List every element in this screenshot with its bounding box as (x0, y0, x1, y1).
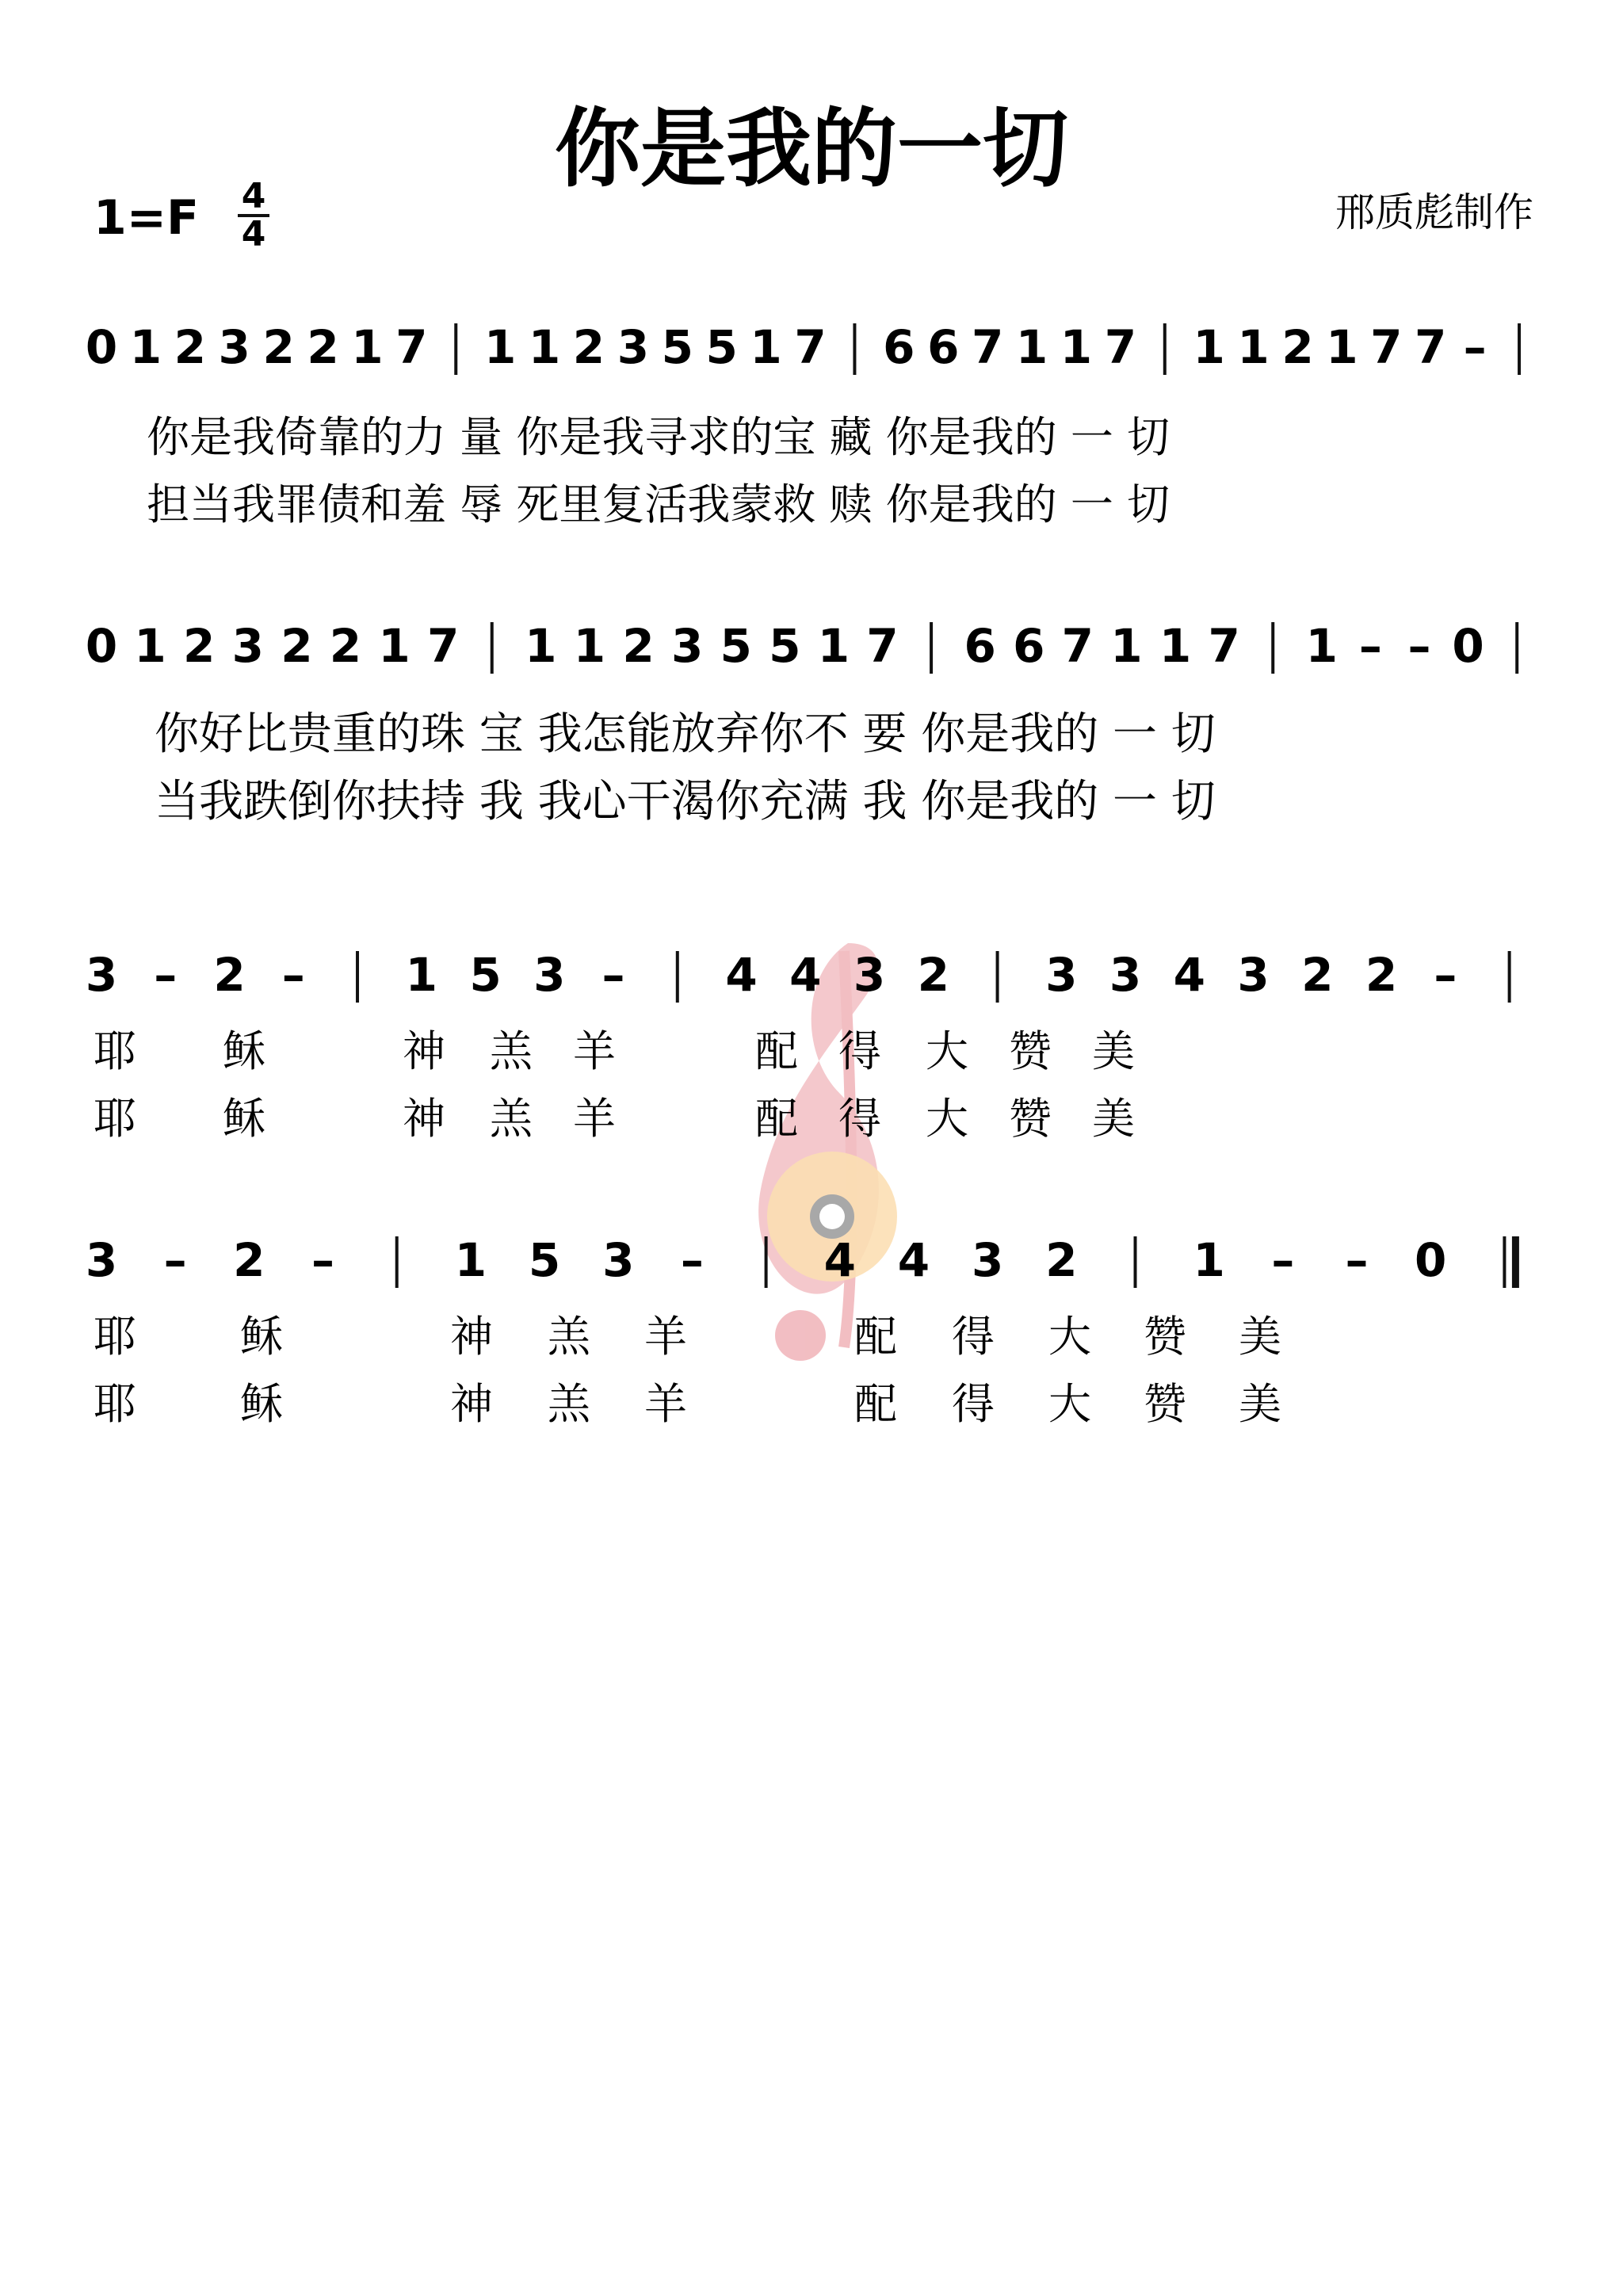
note: 1 (817, 619, 850, 673)
lyric-char: 耶 (94, 1312, 136, 1362)
note: 1 (528, 320, 561, 374)
system-3 (86, 948, 1510, 1144)
lyric-char: 大 (926, 1094, 968, 1144)
note: 2 (174, 320, 206, 374)
lyric-char: 得 (838, 1094, 881, 1144)
note: 7 (1104, 320, 1137, 374)
lyric-char: 羊 (573, 1094, 616, 1144)
lyric-char: 稣 (240, 1312, 283, 1362)
note: 0 (1415, 1233, 1447, 1287)
note: 1 (1305, 619, 1338, 673)
note: 0 (1452, 619, 1484, 673)
author: 邢质彪制作 (1335, 189, 1533, 235)
dash: – (1463, 320, 1487, 374)
note: 3 (85, 948, 118, 1002)
lyric-char: 羔 (548, 1379, 590, 1429)
lyric-char: 耶 (94, 1379, 136, 1429)
lyric-line: 你是我倚靠的力 量 你是我寻求的宝 藏 你是我的 一 切 (147, 412, 1170, 462)
note: 3 (85, 1233, 118, 1287)
note: 1 (573, 619, 606, 673)
note: 3 (218, 320, 250, 374)
note: 2 (233, 1233, 265, 1287)
lyric-char: 耶 (94, 1026, 136, 1076)
note: 2 (281, 619, 313, 673)
lyric-char: 神 (403, 1094, 445, 1144)
note: 3 (1237, 948, 1270, 1002)
note: 6 (927, 320, 960, 374)
lyric-char: 赞 (1144, 1379, 1186, 1429)
lyric-char: 羊 (644, 1312, 687, 1362)
lyric-char: 大 (1048, 1312, 1091, 1362)
note: 7 (426, 619, 460, 673)
note: 1 (454, 1233, 487, 1287)
note: 2 (1301, 948, 1334, 1002)
note: 1 (483, 320, 517, 374)
note: 2 (1045, 1233, 1078, 1287)
lyric-char: 羔 (548, 1312, 590, 1362)
note: 7 (1370, 320, 1403, 374)
lyric-char: 羊 (573, 1026, 616, 1076)
note: 1 (1326, 320, 1358, 374)
dash: – (281, 948, 305, 1002)
lyric-char: 赞 (1144, 1312, 1186, 1362)
note: 1 (750, 320, 782, 374)
note: 6 (964, 619, 996, 673)
dash: – (163, 1233, 187, 1287)
lyric-char: 神 (450, 1312, 493, 1362)
note: 1 (1159, 619, 1192, 673)
lyric-char: 美 (1239, 1379, 1281, 1429)
note: 3 (1045, 948, 1078, 1002)
note: 5 (720, 619, 752, 673)
note: 3 (1109, 948, 1142, 1002)
lyric-char: 大 (926, 1026, 968, 1076)
note: 1 (1015, 320, 1048, 374)
note: 5 (469, 948, 502, 1002)
dash: – (680, 1233, 704, 1287)
lyric-char: 配 (854, 1379, 897, 1429)
note: 3 (602, 1233, 635, 1287)
note: 5 (661, 320, 693, 374)
lyric-char: 配 (755, 1094, 798, 1144)
treble-clef-watermark (758, 943, 897, 1361)
note: 3 (617, 320, 650, 374)
lyric-char: 稣 (240, 1379, 283, 1429)
note: 2 (262, 320, 295, 374)
lyric-char: 神 (403, 1026, 445, 1076)
time-signature-top: 4 (241, 176, 266, 216)
lyric-char: 大 (1048, 1379, 1091, 1429)
note: 0 (85, 619, 118, 673)
note: 1 (1193, 320, 1225, 374)
lyric-char: 稣 (223, 1026, 265, 1076)
note: 0 (85, 320, 118, 374)
note: 1 (1060, 320, 1093, 374)
note: 1 (129, 320, 162, 374)
note: 1 (1110, 619, 1143, 673)
note: 6 (1013, 619, 1045, 673)
note: 7 (794, 320, 827, 374)
note: 2 (307, 320, 339, 374)
dash: – (1358, 619, 1382, 673)
lyric-char: 美 (1239, 1312, 1281, 1362)
note: 1 (405, 948, 437, 1002)
note: 2 (1365, 948, 1398, 1002)
lyric-char: 赞 (1009, 1026, 1052, 1076)
note: 7 (1415, 320, 1447, 374)
dash: – (601, 948, 625, 1002)
note: 2 (572, 320, 605, 374)
note: 1 (1237, 320, 1270, 374)
dash: – (1271, 1233, 1295, 1287)
note: 1 (378, 619, 411, 673)
note: 6 (883, 320, 915, 374)
note: 3 (853, 948, 886, 1002)
dash: – (1407, 619, 1431, 673)
note: 4 (1173, 948, 1206, 1002)
lyric-char: 羔 (490, 1094, 533, 1144)
note: 4 (897, 1233, 930, 1287)
note: 4 (823, 1233, 856, 1287)
note: 2 (622, 619, 655, 673)
system-1 (86, 320, 1519, 529)
note: 1 (1193, 1233, 1225, 1287)
lyric-char: 羊 (644, 1379, 687, 1429)
page-title: 你是我的一切 (554, 99, 1069, 199)
lyric-char: 得 (952, 1312, 995, 1362)
lyric-line: 你好比贵重的珠 宝 我怎能放弃你不 要 你是我的 一 切 (155, 709, 1216, 760)
note: 7 (1208, 619, 1240, 673)
note: 4 (789, 948, 822, 1002)
dash: – (1434, 948, 1457, 1002)
lyric-char: 美 (1092, 1094, 1135, 1144)
lyric-char: 赞 (1009, 1094, 1052, 1144)
time-signature-bottom: 4 (241, 214, 266, 254)
note: 4 (725, 948, 758, 1002)
note: 1 (525, 619, 557, 673)
note: 2 (183, 619, 216, 673)
note: 7 (866, 619, 899, 673)
dash: – (1345, 1233, 1369, 1287)
note: 2 (213, 948, 246, 1002)
system-2 (86, 619, 1517, 827)
lyric-char: 羔 (490, 1026, 533, 1076)
note: 3 (533, 948, 566, 1002)
lyric-char: 耶 (94, 1094, 136, 1144)
note: 7 (1061, 619, 1094, 673)
note: 7 (395, 320, 428, 374)
note: 1 (134, 619, 166, 673)
note: 1 (351, 320, 384, 374)
note: 5 (769, 619, 801, 673)
key-signature: 1=F (94, 190, 200, 246)
note: 3 (670, 619, 704, 673)
note: 5 (528, 1233, 561, 1287)
lyric-char: 得 (838, 1026, 881, 1076)
lyric-char: 美 (1092, 1026, 1135, 1076)
note: 7 (971, 320, 1004, 374)
dash: – (311, 1233, 335, 1287)
lyric-line: 担当我罪债和羞 辱 死里复活我蒙救 赎 你是我的 一 切 (147, 479, 1170, 529)
lyric-char: 配 (755, 1026, 798, 1076)
lyric-char: 得 (952, 1379, 995, 1429)
lyric-char: 配 (854, 1312, 897, 1362)
note: 5 (705, 320, 738, 374)
lyric-char: 稣 (223, 1094, 265, 1144)
note: 2 (1281, 320, 1314, 374)
lyric-line: 当我跌倒你扶持 我 我心干渴你充满 我 你是我的 一 切 (155, 776, 1216, 827)
note: 2 (329, 619, 362, 673)
dash: – (154, 948, 178, 1002)
note: 2 (917, 948, 950, 1002)
lyric-char: 神 (450, 1379, 493, 1429)
note: 3 (231, 619, 264, 673)
note: 3 (971, 1233, 1004, 1287)
